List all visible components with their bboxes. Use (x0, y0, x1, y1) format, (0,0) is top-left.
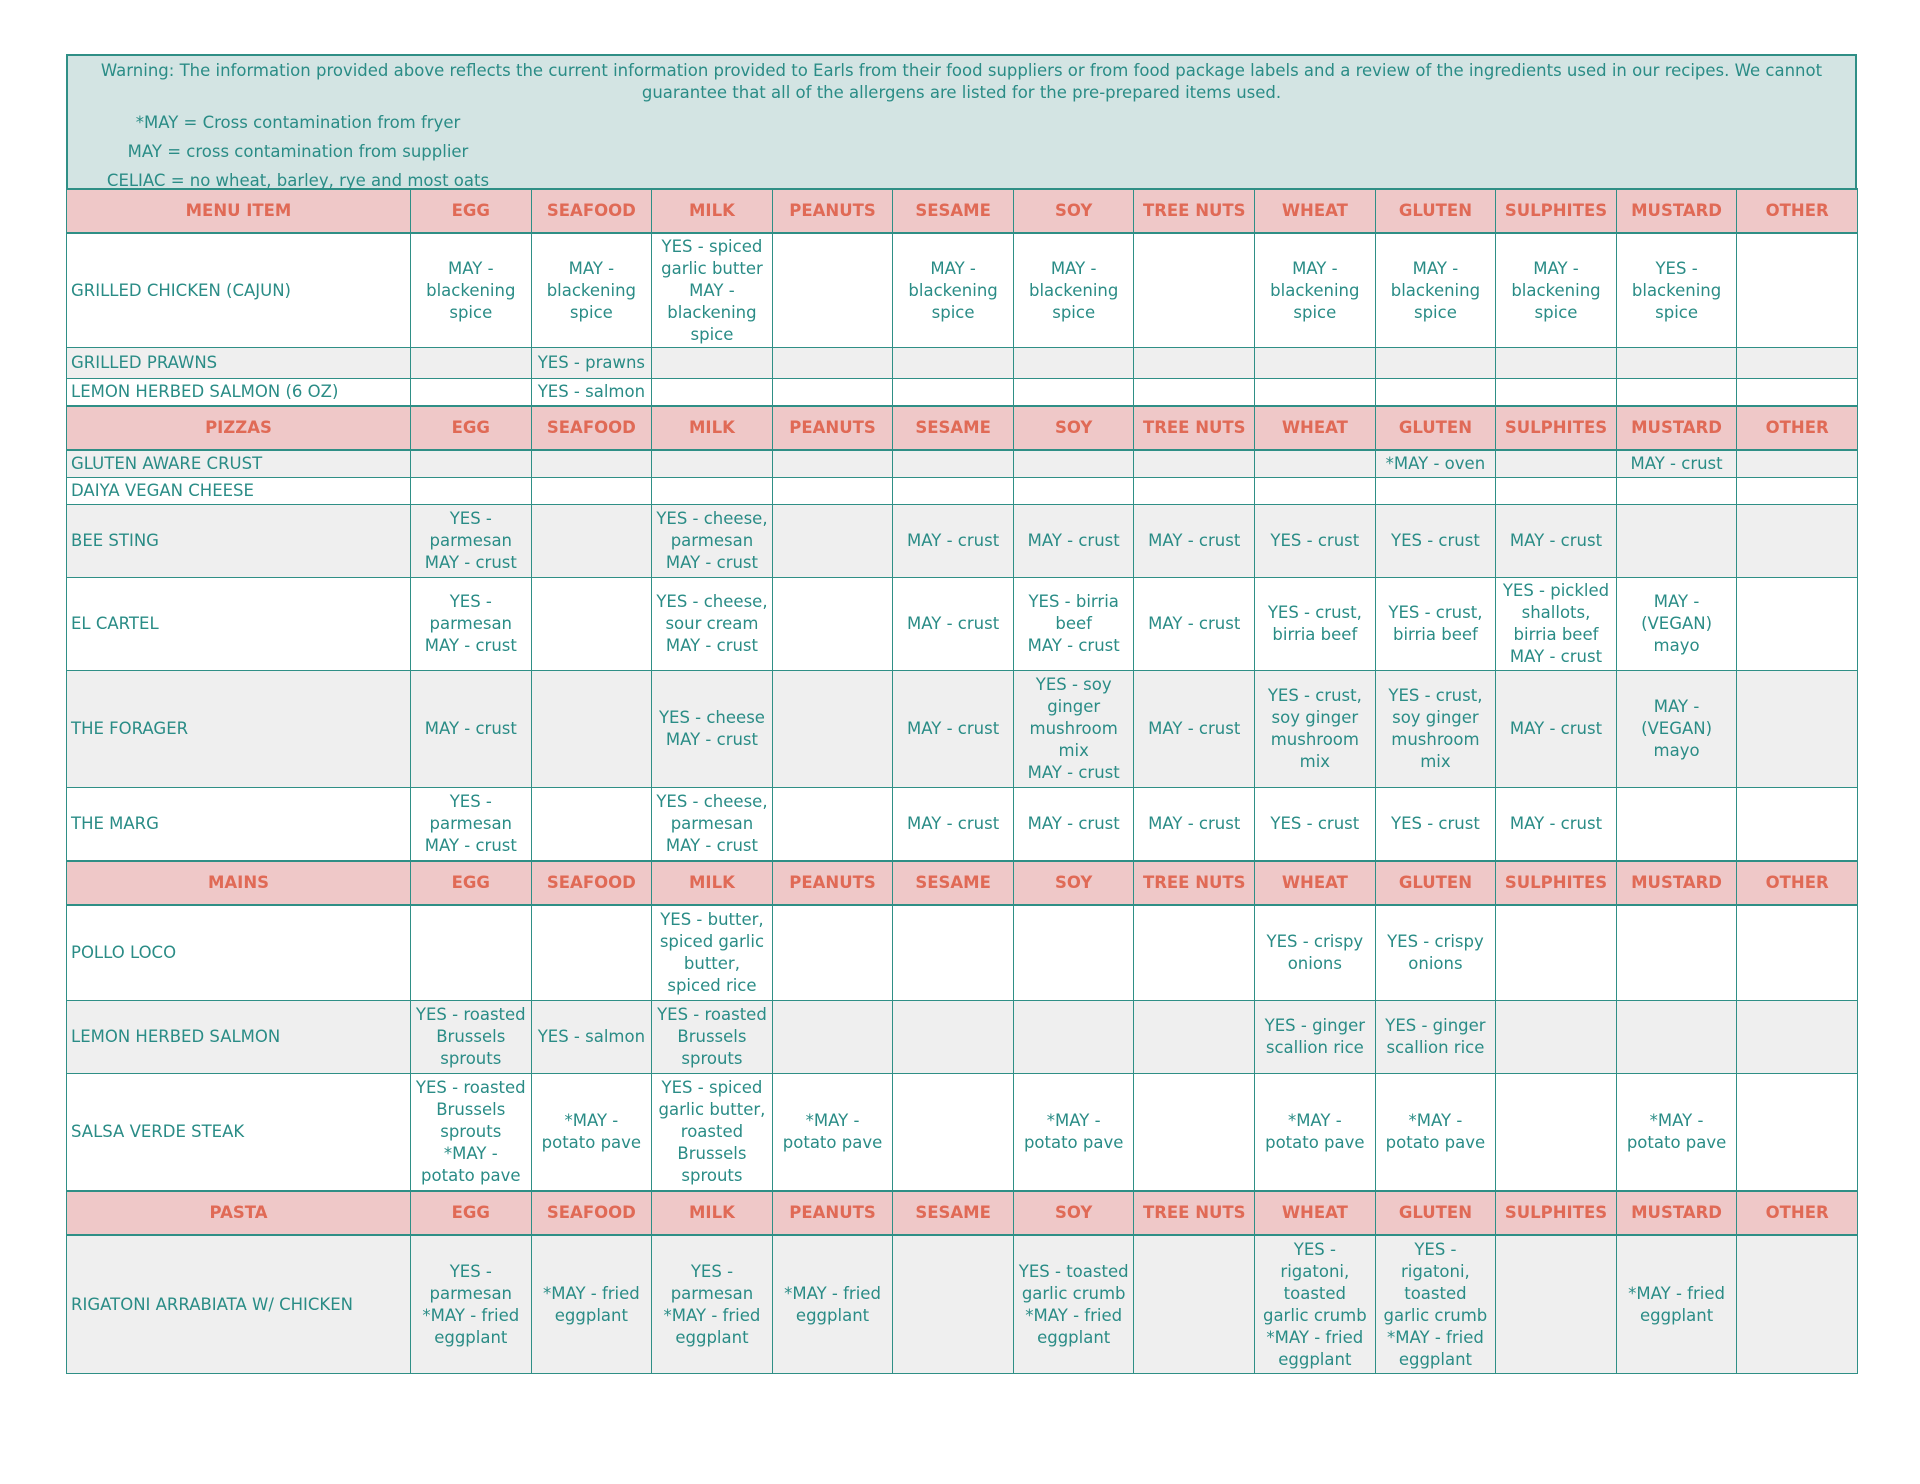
allergen-cell: MAY - blackening spice (531, 233, 652, 348)
menu-item-name: POLLO LOCO (67, 905, 411, 1001)
allergen-cell (1737, 1001, 1858, 1074)
column-header: PEANUTS (772, 861, 893, 905)
column-header: EGG (411, 861, 532, 905)
allergen-cell: MAY - blackening spice (1013, 233, 1134, 348)
allergen-cell (1496, 1001, 1617, 1074)
table-row (67, 505, 1858, 578)
column-header: MUSTARD (1616, 406, 1737, 450)
allergen-cell (1737, 450, 1858, 478)
allergen-cell (531, 450, 652, 478)
allergen-cell (531, 505, 652, 578)
allergen-cell (1134, 348, 1255, 379)
allergen-cell (1616, 379, 1737, 407)
column-header: SULPHITES (1496, 861, 1617, 905)
table-row (67, 671, 1858, 788)
allergen-cell: YES - spiced garlic butter MAY - blackening spice (652, 233, 773, 348)
column-header: OTHER (1737, 1191, 1858, 1235)
allergen-cell: YES - crust, soy ginger mushroom mix (1255, 671, 1376, 788)
allergen-cell (1013, 1001, 1134, 1074)
allergen-cell (893, 348, 1014, 379)
column-header: PEANUTS (772, 189, 893, 233)
column-header: WHEAT (1255, 1191, 1376, 1235)
allergen-cell: YES - cheese, parmesan MAY - crust (652, 505, 773, 578)
allergen-cell (1134, 1235, 1255, 1374)
table-row (67, 1001, 1858, 1074)
allergen-cell (772, 671, 893, 788)
allergen-cell: MAY - crust (893, 505, 1014, 578)
allergen-cell (772, 478, 893, 505)
allergen-cell (1737, 905, 1858, 1001)
allergen-cell: *MAY - potato pave (1255, 1074, 1376, 1192)
column-header: GLUTEN (1375, 189, 1496, 233)
column-header: PEANUTS (772, 1191, 893, 1235)
menu-item-name: BEE STING (67, 505, 411, 578)
column-header: SULPHITES (1496, 189, 1617, 233)
column-header: SESAME (893, 189, 1014, 233)
allergen-cell: YES - spiced garlic butter, roasted Brussels sprouts (652, 1074, 773, 1192)
column-header: WHEAT (1255, 861, 1376, 905)
allergen-cell (1134, 1074, 1255, 1192)
allergen-cell: YES - crispy onions (1375, 905, 1496, 1001)
menu-item-name: EL CARTEL (67, 578, 411, 671)
column-header: EGG (411, 189, 532, 233)
allergen-cell: *MAY - potato pave (1013, 1074, 1134, 1192)
allergen-cell: MAY - blackening spice (411, 233, 532, 348)
allergen-cell (652, 348, 773, 379)
menu-item-name: LEMON HERBED SALMON (6 OZ) (67, 379, 411, 407)
allergen-cell (1255, 478, 1376, 505)
allergen-cell (1737, 1235, 1858, 1374)
table-row (67, 905, 1858, 1001)
column-header: TREE NUTS (1134, 861, 1255, 905)
section-title: PASTA (67, 1191, 411, 1235)
table-row (67, 450, 1858, 478)
allergen-cell (1013, 379, 1134, 407)
allergen-cell: YES - crust (1255, 788, 1376, 862)
legend-note-celiac: CELIAC = no wheat, barley, rye and most oats (106, 171, 490, 190)
column-header: SESAME (893, 1191, 1014, 1235)
allergen-cell: MAY - crust (1616, 450, 1737, 478)
allergen-cell: YES - roasted Brussels sprouts *MAY - potato pave (411, 1074, 532, 1192)
warning-text: Warning: The information provided above reflects the current information provided to Earls from their food suppliers or from food package labels and a review of the ingredients used in our recipes. We cannot guarantee that all of the allergens are listed for the pre-prepared items used. (100, 61, 1823, 102)
allergen-cell: *MAY - fried eggplant (531, 1235, 652, 1374)
allergen-cell (411, 905, 532, 1001)
allergen-cell: YES - roasted Brussels sprouts (652, 1001, 773, 1074)
allergen-cell: YES - cheese MAY - crust (652, 671, 773, 788)
allergen-cell (1013, 348, 1134, 379)
allergen-cell (1013, 450, 1134, 478)
menu-item-name: GRILLED CHICKEN (CAJUN) (67, 233, 411, 348)
allergen-cell: *MAY - fried eggplant (1616, 1235, 1737, 1374)
allergen-cell (1737, 233, 1858, 348)
allergen-cell (652, 379, 773, 407)
allergen-cell (772, 348, 893, 379)
allergen-cell (1255, 379, 1376, 407)
allergen-cell: YES - ginger scallion rice (1375, 1001, 1496, 1074)
allergen-cell (1737, 478, 1858, 505)
column-header: GLUTEN (1375, 406, 1496, 450)
allergen-cell: MAY - crust (1496, 505, 1617, 578)
allergen-cell (1134, 905, 1255, 1001)
allergen-cell (1375, 348, 1496, 379)
menu-item-name: GLUTEN AWARE CRUST (67, 450, 411, 478)
column-header: SEAFOOD (531, 189, 652, 233)
allergen-cell (1737, 505, 1858, 578)
allergen-cell (1616, 788, 1737, 862)
column-header: SULPHITES (1496, 406, 1617, 450)
column-header: MUSTARD (1616, 189, 1737, 233)
allergen-cell (893, 379, 1014, 407)
allergen-cell: YES - parmesan *MAY - fried eggplant (652, 1235, 773, 1374)
allergen-cell: YES - crust (1375, 505, 1496, 578)
allergen-cell (1496, 450, 1617, 478)
section-header-row (67, 861, 1858, 905)
allergen-cell: *MAY - fried eggplant (772, 1235, 893, 1374)
allergen-cell: MAY - crust (1134, 788, 1255, 862)
allergen-cell (531, 578, 652, 671)
column-header: MILK (652, 189, 773, 233)
allergen-cell: MAY - blackening spice (1255, 233, 1376, 348)
allergen-cell (1616, 348, 1737, 379)
column-header: OTHER (1737, 861, 1858, 905)
allergen-cell (1737, 788, 1858, 862)
allergen-cell: MAY - crust (893, 578, 1014, 671)
allergen-cell: YES - birria beef MAY - crust (1013, 578, 1134, 671)
allergen-cell (1737, 671, 1858, 788)
allergen-cell (1134, 233, 1255, 348)
menu-item-name: LEMON HERBED SALMON (67, 1001, 411, 1074)
allergen-cell: *MAY - potato pave (531, 1074, 652, 1192)
column-header: SEAFOOD (531, 406, 652, 450)
allergen-cell (893, 905, 1014, 1001)
allergen-cell (531, 671, 652, 788)
allergen-cell (1255, 348, 1376, 379)
allergen-cell (772, 905, 893, 1001)
allergen-cell: YES - soy ginger mushroom mix MAY - crust (1013, 671, 1134, 788)
column-header: OTHER (1737, 406, 1858, 450)
column-header: PEANUTS (772, 406, 893, 450)
allergen-cell (1013, 478, 1134, 505)
section-title: PIZZAS (67, 406, 411, 450)
allergen-cell (1013, 905, 1134, 1001)
column-header: EGG (411, 406, 532, 450)
allergen-cell (1616, 505, 1737, 578)
table-row (67, 578, 1858, 671)
column-header: SOY (1013, 406, 1134, 450)
allergen-cell (652, 478, 773, 505)
column-header: SESAME (893, 406, 1014, 450)
allergen-cell (652, 450, 773, 478)
allergen-cell: MAY - crust (1013, 505, 1134, 578)
column-header: MUSTARD (1616, 861, 1737, 905)
allergen-cell (411, 478, 532, 505)
allergen-cell: *MAY - oven (1375, 450, 1496, 478)
allergen-cell (531, 905, 652, 1001)
allergen-cell: MAY - crust (893, 671, 1014, 788)
section-title: MAINS (67, 861, 411, 905)
allergen-cell: YES - roasted Brussels sprouts (411, 1001, 532, 1074)
allergen-cell: *MAY - potato pave (772, 1074, 893, 1192)
allergen-cell (531, 788, 652, 862)
table-row (67, 1235, 1858, 1374)
allergen-cell: YES - blackening spice (1616, 233, 1737, 348)
allergen-cell (1737, 379, 1858, 407)
section-header-row (67, 406, 1858, 450)
allergen-cell (772, 1001, 893, 1074)
table-row (67, 233, 1858, 348)
allergen-cell: *MAY - potato pave (1375, 1074, 1496, 1192)
column-header: SULPHITES (1496, 1191, 1617, 1235)
menu-item-name: RIGATONI ARRABIATA W/ CHICKEN (67, 1235, 411, 1374)
allergen-cell: YES - cheese, parmesan MAY - crust (652, 788, 773, 862)
allergen-table (66, 188, 1858, 1374)
allergen-cell: YES - salmon (531, 1001, 652, 1074)
menu-item-name: SALSA VERDE STEAK (67, 1074, 411, 1192)
section-header-row (67, 189, 1858, 233)
allergen-cell: YES - crust, soy ginger mushroom mix (1375, 671, 1496, 788)
column-header: WHEAT (1255, 189, 1376, 233)
legend-note-fryer: *MAY = Cross contamination from fryer (135, 113, 461, 132)
column-header: EGG (411, 1191, 532, 1235)
allergen-cell (893, 478, 1014, 505)
column-header: SEAFOOD (531, 1191, 652, 1235)
allergen-cell: *MAY - potato pave (1616, 1074, 1737, 1192)
allergen-cell (1616, 1001, 1737, 1074)
column-header: SESAME (893, 861, 1014, 905)
column-header: GLUTEN (1375, 1191, 1496, 1235)
allergen-cell (1737, 1074, 1858, 1192)
allergen-cell: MAY - crust (1496, 671, 1617, 788)
column-header: OTHER (1737, 189, 1858, 233)
allergen-cell: YES - parmesan MAY - crust (411, 578, 532, 671)
allergen-cell (772, 379, 893, 407)
column-header: TREE NUTS (1134, 1191, 1255, 1235)
allergen-cell (1616, 905, 1737, 1001)
allergen-cell (1496, 478, 1617, 505)
allergen-cell: YES - prawns (531, 348, 652, 379)
column-header: MUSTARD (1616, 1191, 1737, 1235)
allergen-cell: YES - toasted garlic crumb *MAY - fried eggplant (1013, 1235, 1134, 1374)
column-header: MILK (652, 1191, 773, 1235)
allergen-cell: YES - butter, spiced garlic butter, spiced rice (652, 905, 773, 1001)
allergen-cell: MAY - blackening spice (1375, 233, 1496, 348)
allergen-cell (1496, 1235, 1617, 1374)
allergen-cell: YES - rigatoni, toasted garlic crumb *MAY - fried eggplant (1375, 1235, 1496, 1374)
allergen-cell: YES - salmon (531, 379, 652, 407)
allergen-cell: YES - pickled shallots, birria beef MAY - crust (1496, 578, 1617, 671)
allergen-cell: MAY - crust (893, 788, 1014, 862)
allergen-cell (1255, 450, 1376, 478)
column-header: SOY (1013, 1191, 1134, 1235)
allergen-cell (1134, 1001, 1255, 1074)
legend-note-supplier: MAY = cross contamination from supplier (127, 142, 469, 161)
allergen-cell (893, 1235, 1014, 1374)
allergen-cell (1496, 1074, 1617, 1192)
allergen-cell (411, 348, 532, 379)
allergen-cell (772, 450, 893, 478)
allergen-cell: MAY - (VEGAN) mayo (1616, 578, 1737, 671)
allergen-cell (411, 450, 532, 478)
menu-item-name: DAIYA VEGAN CHEESE (67, 478, 411, 505)
allergen-cell: MAY - crust (411, 671, 532, 788)
allergen-cell (1375, 379, 1496, 407)
allergen-cell (1616, 478, 1737, 505)
column-header: TREE NUTS (1134, 189, 1255, 233)
table-row (67, 1074, 1858, 1192)
allergen-cell: MAY - crust (1496, 788, 1617, 862)
allergen-cell (411, 379, 532, 407)
column-header: TREE NUTS (1134, 406, 1255, 450)
allergen-cell (1134, 450, 1255, 478)
section-title: MENU ITEM (67, 189, 411, 233)
allergen-cell: MAY - (VEGAN) mayo (1616, 671, 1737, 788)
allergen-cell: YES - parmesan MAY - crust (411, 788, 532, 862)
column-header: SOY (1013, 861, 1134, 905)
table-row (67, 348, 1858, 379)
allergen-sheet (66, 54, 1857, 1374)
allergen-cell: YES - rigatoni, toasted garlic crumb *MAY - fried eggplant (1255, 1235, 1376, 1374)
allergen-cell: YES - parmesan *MAY - fried eggplant (411, 1235, 532, 1374)
menu-item-name: GRILLED PRAWNS (67, 348, 411, 379)
allergen-cell (1496, 905, 1617, 1001)
allergen-cell: MAY - crust (1134, 505, 1255, 578)
section-header-row (67, 1191, 1858, 1235)
column-header: MILK (652, 861, 773, 905)
allergen-cell: MAY - crust (1134, 671, 1255, 788)
allergen-cell: MAY - crust (1134, 578, 1255, 671)
allergen-cell: YES - crust, birria beef (1255, 578, 1376, 671)
menu-item-name: THE MARG (67, 788, 411, 862)
allergen-cell: YES - ginger scallion rice (1255, 1001, 1376, 1074)
column-header: SEAFOOD (531, 861, 652, 905)
allergen-cell: MAY - blackening spice (893, 233, 1014, 348)
allergen-cell: YES - crust, birria beef (1375, 578, 1496, 671)
allergen-cell (772, 578, 893, 671)
allergen-cell: YES - crispy onions (1255, 905, 1376, 1001)
allergen-cell (893, 1001, 1014, 1074)
allergen-cell (772, 788, 893, 862)
column-header: MILK (652, 406, 773, 450)
allergen-cell (531, 478, 652, 505)
allergen-cell (1496, 348, 1617, 379)
allergen-cell: YES - parmesan MAY - crust (411, 505, 532, 578)
menu-item-name: THE FORAGER (67, 671, 411, 788)
column-header: GLUTEN (1375, 861, 1496, 905)
table-row (67, 379, 1858, 407)
allergen-cell (1496, 379, 1617, 407)
allergen-cell (893, 450, 1014, 478)
allergen-cell: YES - crust (1375, 788, 1496, 862)
column-header: SOY (1013, 189, 1134, 233)
allergen-cell (1737, 348, 1858, 379)
table-row (67, 788, 1858, 862)
allergen-cell: YES - cheese, sour cream MAY - crust (652, 578, 773, 671)
allergen-cell (1375, 478, 1496, 505)
table-row (67, 478, 1858, 505)
warning-box (66, 54, 1857, 188)
allergen-cell (1134, 478, 1255, 505)
allergen-cell (772, 505, 893, 578)
allergen-cell (772, 233, 893, 348)
allergen-cell (893, 1074, 1014, 1192)
column-header: WHEAT (1255, 406, 1376, 450)
allergen-cell (1134, 379, 1255, 407)
allergen-cell: MAY - crust (1013, 788, 1134, 862)
allergen-cell: MAY - blackening spice (1496, 233, 1617, 348)
allergen-cell: YES - crust (1255, 505, 1376, 578)
allergen-cell (1737, 578, 1858, 671)
